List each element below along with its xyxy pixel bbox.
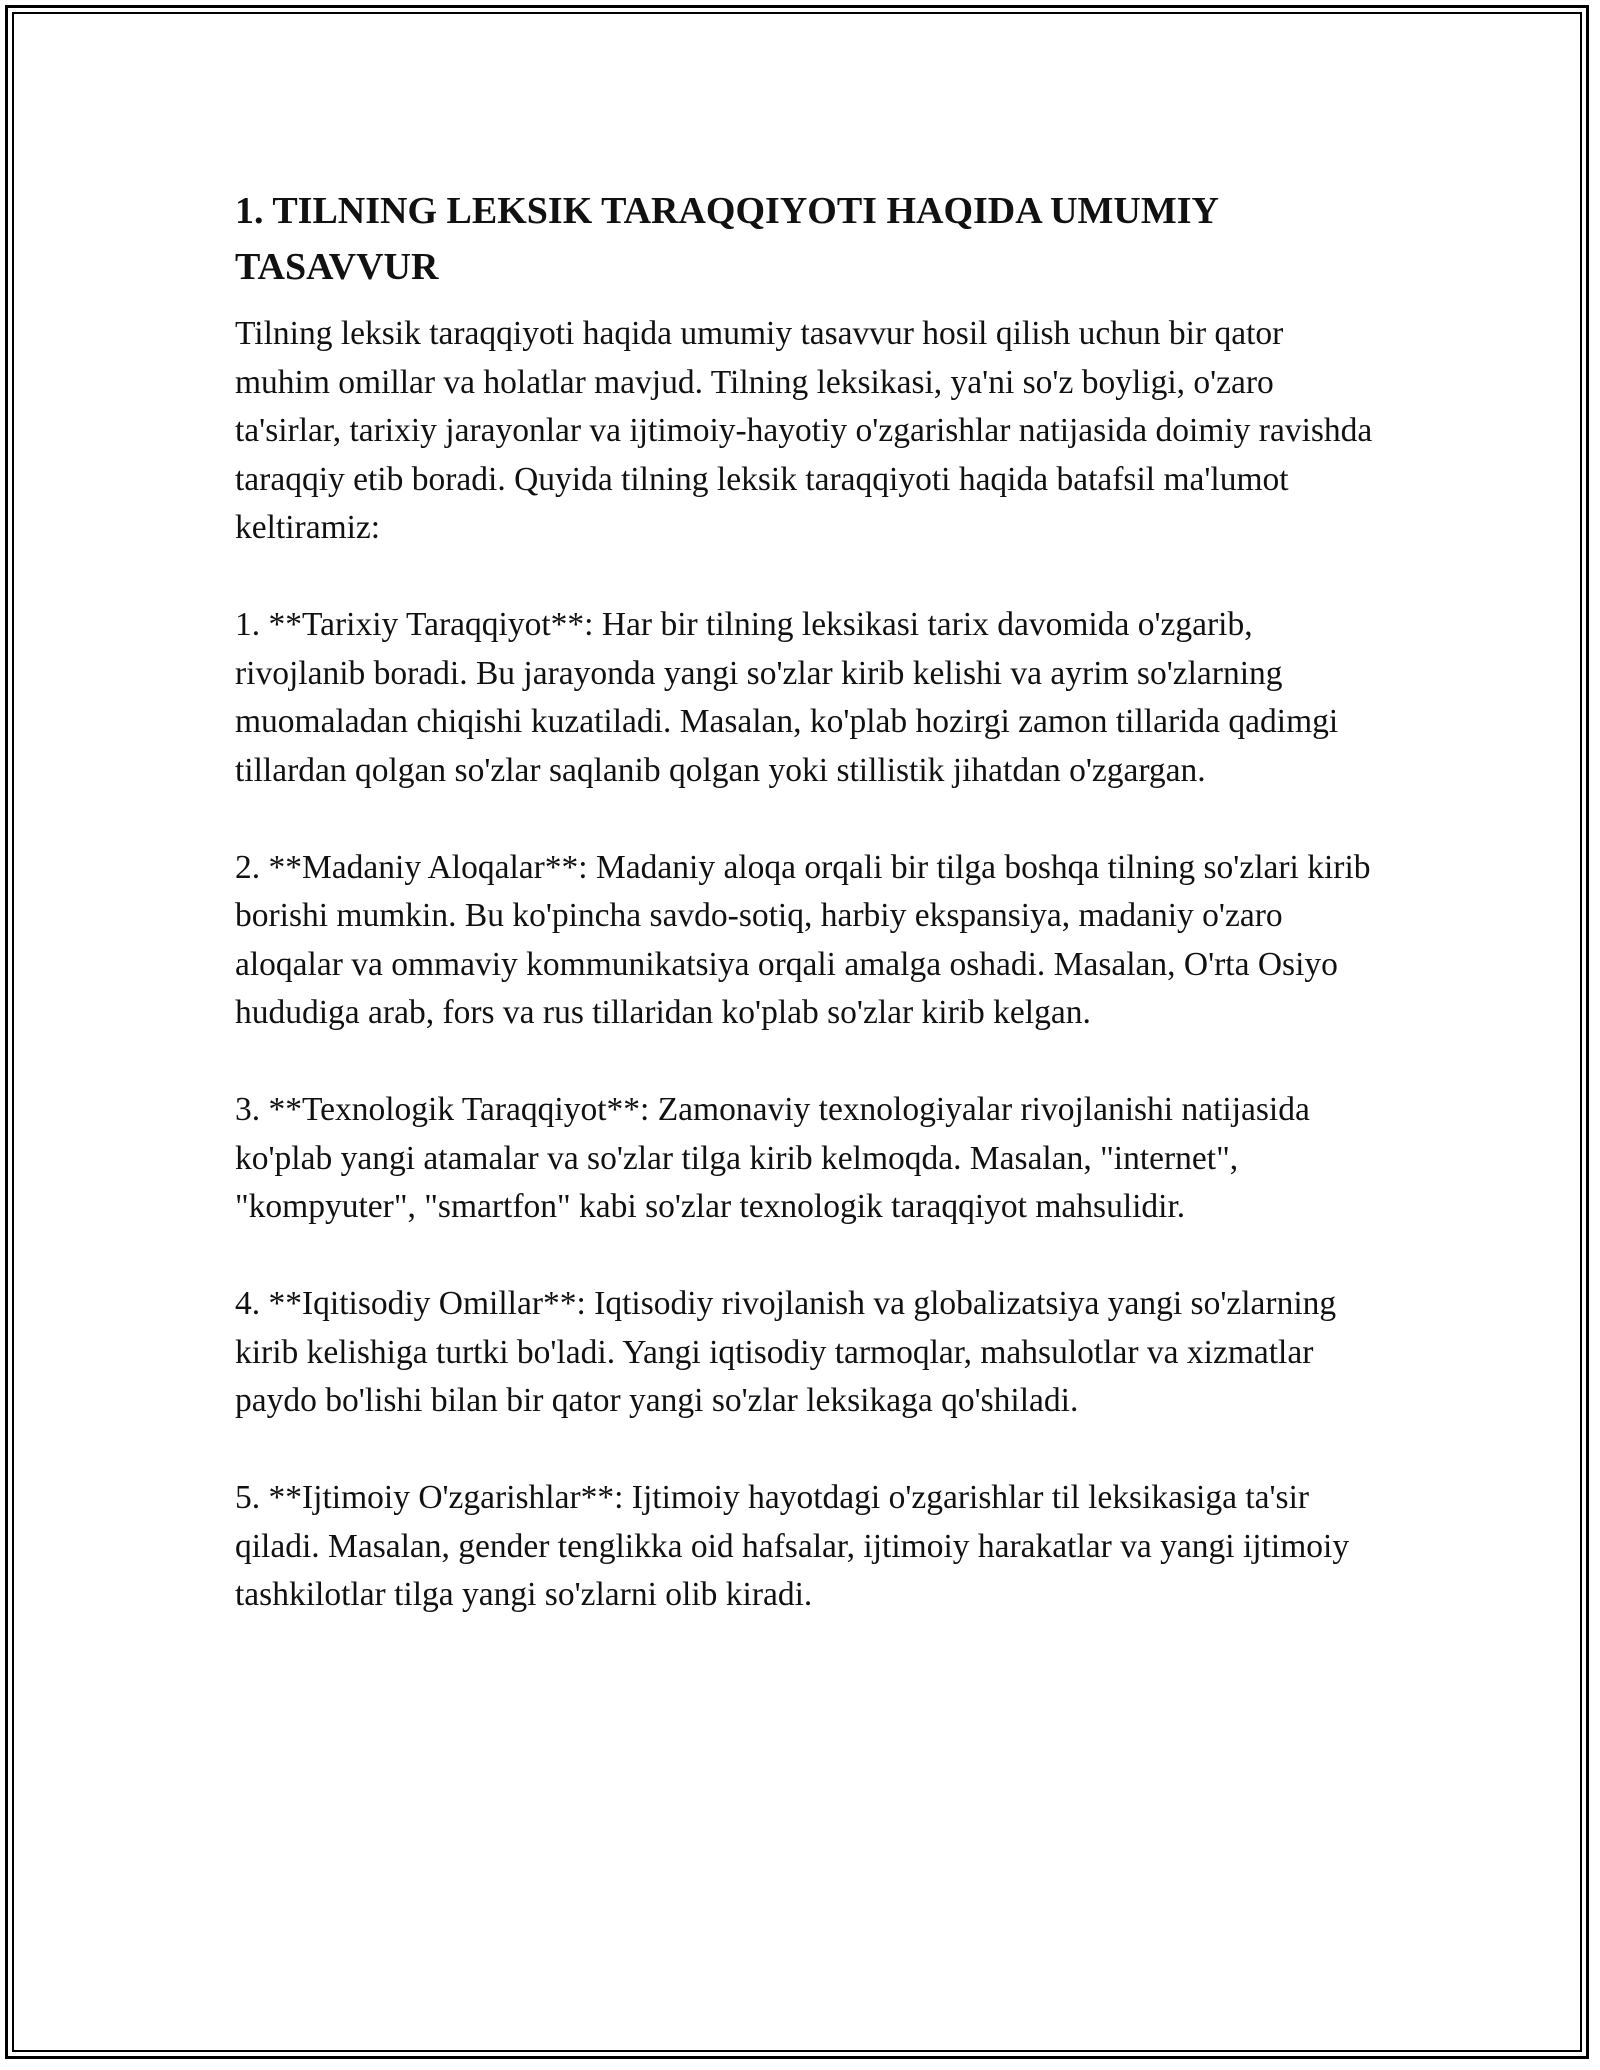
intro-paragraph: Tilning leksik taraqqiyoti haqida umumiy tasavvur hosil qilish uchun bir qator muhim omillar va holatlar mavjud. Tilning leksikasi, ya'ni so'z boyligi, o'zaro ta'sirlar, tarixiy jarayonlar va ijtimoiy-hayotiy o'zgarishlar natijasida doimiy ravishda taraqqiy etib boradi. Quyida tilning leksik taraqqiyoti haqida batafsil ma'lumot keltiramiz: (235, 315, 1373, 546)
paragraph-historical-development: 1. **Tarixiy Taraqqiyot**: Har bir tilning leksikasi tarix davomida o'zgarib, rivojlanib boradi. Bu jarayonda yangi so'zlar kirib kelishi va ayrim so'zlarning muomaladan chiqishi kuzatiladi. Masalan, ko'plab hozirgi zamon tillarida qadimgi tillardan qolgan so'zlar saqlanib qolgan yoki stillistik jihatdan o'zgargan. (235, 606, 1339, 789)
paragraph-cultural-relations: 2. **Madaniy Aloqalar**: Madaniy aloqa orqali bir tilga boshqa tilning so'zlari kirib borishi mumkin. Bu ko'pincha savdo-sotiq, harbiy ekspansiya, madaniy o'zaro aloqalar va ommaviy kommunikatsiya orqali amalga oshadi. Masalan, O'rta Osiyo hududiga arab, fors va rus tillaridan ko'plab so'zlar kirib kelgan. (235, 848, 1371, 1031)
paragraph-technological-development: 3. **Texnologik Taraqqiyot**: Zamonaviy texnologiyalar rivojlanishi natijasida ko'plab yangi atamalar va so'zlar tilga kirib kelmoqda. Masalan, "internet", "kompyuter", "smartfon" kabi so'zlar texnologik taraqqiyot mahsulidir. (235, 1091, 1310, 1225)
document-body (235, 183, 1375, 1668)
paragraph-social-changes: 5. **Ijtimoiy O'zgarishlar**: Ijtimoiy hayotdagi o'zgarishlar til leksikasiga ta'sir qiladi. Masalan, gender tenglikka oid hafsalar, ijtimoiy harakatlar va yangi ijtimoiy tashkilotlar tilga yangi so'zlarni olib kiradi. (235, 1479, 1350, 1613)
paragraph-economic-factors: 4. **Iqitisodiy Omillar**: Iqtisodiy rivojlanish va globalizatsiya yangi so'zlarning kirib kelishiga turtki bo'ladi. Yangi iqtisodiy tarmoqlar, mahsulotlar va xizmatlar paydo bo'lishi bilan bir qator yangi so'zlar leksikaga qo'shiladi. (235, 1285, 1337, 1419)
section-heading: 1. TILNING LEKSIK TARAQQIYOTI HAQIDA UMUMIY TASAVVUR (235, 190, 1218, 288)
